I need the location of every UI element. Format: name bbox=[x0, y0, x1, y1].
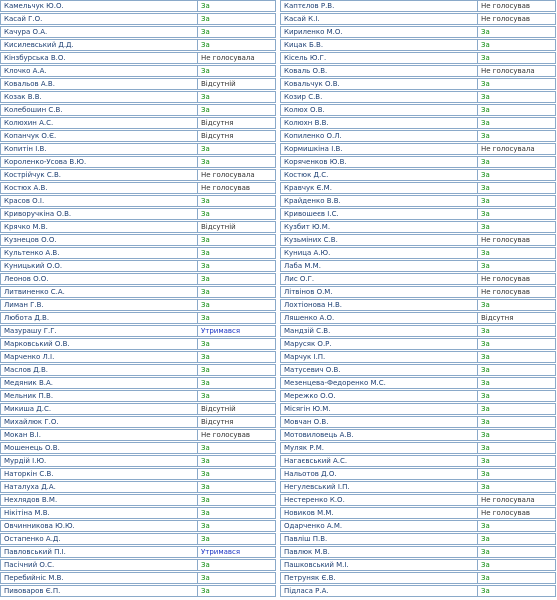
table-row bbox=[280, 195, 556, 207]
vote-result: Відсутній bbox=[201, 223, 236, 231]
vote-result: За bbox=[201, 2, 210, 10]
vote-result: За bbox=[201, 340, 210, 348]
deputy-name: Культенко А.В. bbox=[1, 248, 198, 258]
table-row bbox=[0, 559, 276, 571]
vote-result: За bbox=[481, 418, 490, 426]
table-row bbox=[280, 572, 556, 584]
vote-result: За bbox=[201, 93, 210, 101]
deputy-name: Кормишкіна І.В. bbox=[281, 144, 478, 154]
table-row bbox=[0, 377, 276, 389]
table-row bbox=[0, 260, 276, 272]
table-row bbox=[280, 468, 556, 480]
deputy-name: Любота Д.В. bbox=[1, 313, 198, 323]
vote-result: За bbox=[201, 392, 210, 400]
table-row bbox=[280, 247, 556, 259]
deputy-name: Новиков М.М. bbox=[281, 508, 478, 518]
deputy-name: Лаба М.М. bbox=[281, 261, 478, 271]
table-row bbox=[0, 0, 276, 12]
vote-result: Не голосувала bbox=[481, 145, 535, 153]
table-row bbox=[0, 52, 276, 64]
deputy-name: Коряченков Ю.В. bbox=[281, 157, 478, 167]
vote-result: За bbox=[201, 15, 210, 23]
deputy-name: Лиман Г.В. bbox=[1, 300, 198, 310]
deputy-name: Павлюк М.В. bbox=[281, 547, 478, 557]
deputy-name: Мельник П.В. bbox=[1, 391, 198, 401]
vote-result: Не голосувала bbox=[201, 171, 255, 179]
deputy-name: Наталуха Д.А. bbox=[1, 482, 198, 492]
table-row bbox=[0, 143, 276, 155]
deputy-name: Мезенцева-Федоренко М.С. bbox=[281, 378, 478, 388]
table-row bbox=[280, 52, 556, 64]
vote-result: За bbox=[481, 41, 490, 49]
table-row bbox=[280, 403, 556, 415]
table-row bbox=[280, 442, 556, 454]
table-row bbox=[0, 364, 276, 376]
deputy-name: Пивоваров Є.П. bbox=[1, 586, 198, 596]
table-row bbox=[0, 78, 276, 90]
vote-result: За bbox=[201, 535, 210, 543]
deputy-name: Кицак Б.В. bbox=[281, 40, 478, 50]
vote-result: Не голосувала bbox=[201, 54, 255, 62]
table-row bbox=[280, 494, 556, 506]
deputy-name: Короленко-Усова В.Ю. bbox=[1, 157, 198, 167]
vote-result: За bbox=[201, 561, 210, 569]
table-row bbox=[0, 572, 276, 584]
deputy-name: Маслов Д.В. bbox=[1, 365, 198, 375]
deputy-name: Кисилевський Д.Д. bbox=[1, 40, 198, 50]
deputy-name: Ковальов А.В. bbox=[1, 79, 198, 89]
vote-result: За bbox=[481, 80, 490, 88]
deputy-name: Кузнецов О.О. bbox=[1, 235, 198, 245]
deputy-name: Каптєлов Р.В. bbox=[281, 1, 478, 11]
deputy-name: Коваль О.В. bbox=[281, 66, 478, 76]
vote-result: За bbox=[201, 210, 210, 218]
table-row bbox=[0, 247, 276, 259]
table-row bbox=[0, 520, 276, 532]
table-row bbox=[280, 0, 556, 12]
table-row bbox=[0, 546, 276, 558]
deputy-name: Марченко Л.І. bbox=[1, 352, 198, 362]
vote-result: За bbox=[201, 483, 210, 491]
vote-result: За bbox=[481, 327, 490, 335]
table-row bbox=[280, 377, 556, 389]
table-row bbox=[0, 156, 276, 168]
vote-result: За bbox=[201, 444, 210, 452]
table-row bbox=[280, 286, 556, 298]
deputy-name: Литвиненко С.А. bbox=[1, 287, 198, 297]
deputy-name: Колюхин А.С. bbox=[1, 118, 198, 128]
table-row bbox=[0, 104, 276, 116]
vote-result: За bbox=[481, 353, 490, 361]
table-row bbox=[280, 182, 556, 194]
table-row bbox=[280, 26, 556, 38]
vote-result: За bbox=[481, 301, 490, 309]
table-row bbox=[280, 533, 556, 545]
vote-result: За bbox=[481, 119, 490, 127]
table-row bbox=[0, 195, 276, 207]
deputy-name: Кінзбурська В.О. bbox=[1, 53, 198, 63]
table-row bbox=[0, 286, 276, 298]
table-row bbox=[0, 403, 276, 415]
deputy-name: Перебийніс М.В. bbox=[1, 573, 198, 583]
right-column bbox=[280, 0, 556, 598]
table-row bbox=[280, 273, 556, 285]
vote-result: За bbox=[201, 288, 210, 296]
deputy-name: Копиленко О.Л. bbox=[281, 131, 478, 141]
table-row bbox=[0, 351, 276, 363]
vote-result: Не голосував bbox=[481, 2, 531, 10]
deputy-name: Нагаєвський А.С. bbox=[281, 456, 478, 466]
deputy-name: Нікітіна М.В. bbox=[1, 508, 198, 518]
vote-result: Не голосував bbox=[481, 288, 531, 296]
vote-result: За bbox=[201, 457, 210, 465]
vote-result: За bbox=[201, 197, 210, 205]
vote-result: За bbox=[481, 197, 490, 205]
table-row bbox=[0, 507, 276, 519]
deputy-name: Куница А.Ю. bbox=[281, 248, 478, 258]
vote-result: За bbox=[201, 236, 210, 244]
vote-result: За bbox=[481, 574, 490, 582]
deputy-name: Муляк Р.М. bbox=[281, 443, 478, 453]
deputy-name: Павліш П.В. bbox=[281, 534, 478, 544]
vote-result: Не голосував bbox=[481, 509, 531, 517]
deputy-name: Кириленко М.О. bbox=[281, 27, 478, 37]
table-row bbox=[0, 416, 276, 428]
vote-result: За bbox=[481, 444, 490, 452]
table-row bbox=[0, 39, 276, 51]
table-row bbox=[0, 299, 276, 311]
deputy-name: Крячко М.В. bbox=[1, 222, 198, 232]
table-row bbox=[0, 234, 276, 246]
table-row bbox=[0, 481, 276, 493]
table-row bbox=[0, 468, 276, 480]
vote-result: За bbox=[481, 132, 490, 140]
deputy-name: Мережко О.О. bbox=[281, 391, 478, 401]
deputy-name: Крайденко В.В. bbox=[281, 196, 478, 206]
table-row bbox=[0, 442, 276, 454]
deputy-name: Козак В.В. bbox=[1, 92, 198, 102]
table-row bbox=[280, 338, 556, 350]
vote-result: За bbox=[481, 483, 490, 491]
deputy-name: Красов О.І. bbox=[1, 196, 198, 206]
table-row bbox=[0, 455, 276, 467]
vote-result: За bbox=[481, 548, 490, 556]
table-row bbox=[280, 364, 556, 376]
vote-result: За bbox=[481, 210, 490, 218]
vote-result: За bbox=[481, 184, 490, 192]
deputy-name: Козир С.В. bbox=[281, 92, 478, 102]
vote-result: Не голосував bbox=[481, 236, 531, 244]
deputy-name: Колюх О.В. bbox=[281, 105, 478, 115]
deputy-name: Петруняк Є.В. bbox=[281, 573, 478, 583]
table-row bbox=[280, 78, 556, 90]
deputy-name: Леонов О.О. bbox=[1, 274, 198, 284]
deputy-name: Касай Г.О. bbox=[1, 14, 198, 24]
vote-result: За bbox=[201, 67, 210, 75]
left-column bbox=[0, 0, 276, 598]
vote-result: Утримався bbox=[201, 548, 241, 556]
vote-result: За bbox=[481, 54, 490, 62]
vote-result: За bbox=[201, 28, 210, 36]
vote-result: Відсутня bbox=[201, 418, 234, 426]
vote-result: За bbox=[481, 106, 490, 114]
deputy-name: Одарченко А.М. bbox=[281, 521, 478, 531]
table-row bbox=[280, 481, 556, 493]
vote-result: За bbox=[201, 106, 210, 114]
vote-result: За bbox=[481, 171, 490, 179]
deputy-name: Ковальчук О.В. bbox=[281, 79, 478, 89]
vote-result: Відсутня bbox=[481, 314, 514, 322]
vote-result: За bbox=[201, 509, 210, 517]
vote-result: За bbox=[201, 262, 210, 270]
deputy-name: Кривошеєв І.С. bbox=[281, 209, 478, 219]
table-row bbox=[280, 325, 556, 337]
table-row bbox=[280, 416, 556, 428]
vote-result: За bbox=[201, 314, 210, 322]
deputy-name: Мокан В.І. bbox=[1, 430, 198, 440]
deputy-name: Павловський П.І. bbox=[1, 547, 198, 557]
vote-result: За bbox=[481, 379, 490, 387]
table-row bbox=[280, 351, 556, 363]
deputy-name: Мурдій І.Ю. bbox=[1, 456, 198, 466]
vote-result: За bbox=[481, 457, 490, 465]
deputy-name: Качура О.А. bbox=[1, 27, 198, 37]
deputy-name: Кравчук Є.М. bbox=[281, 183, 478, 193]
vote-result: За bbox=[201, 366, 210, 374]
table-row bbox=[280, 39, 556, 51]
table-row bbox=[280, 221, 556, 233]
table-row bbox=[280, 507, 556, 519]
table-row bbox=[0, 182, 276, 194]
table-row bbox=[280, 169, 556, 181]
table-row bbox=[0, 169, 276, 181]
vote-result: Відсутній bbox=[201, 405, 236, 413]
deputy-name: Колебошин С.В. bbox=[1, 105, 198, 115]
vote-result: За bbox=[201, 158, 210, 166]
deputy-name: Медяник В.А. bbox=[1, 378, 198, 388]
deputy-name: Микиша Д.С. bbox=[1, 404, 198, 414]
vote-result: Відсутній bbox=[201, 80, 236, 88]
vote-result: Не голосував bbox=[481, 275, 531, 283]
vote-result: Не голосував bbox=[201, 184, 251, 192]
deputy-name: Ляшенко А.О. bbox=[281, 313, 478, 323]
vote-result: За bbox=[481, 431, 490, 439]
vote-result: За bbox=[481, 223, 490, 231]
vote-result: За bbox=[201, 574, 210, 582]
table-row bbox=[280, 208, 556, 220]
deputy-name: Пашковський М.І. bbox=[281, 560, 478, 570]
table-row bbox=[280, 520, 556, 532]
table-row bbox=[280, 117, 556, 129]
table-row bbox=[280, 585, 556, 597]
table-row bbox=[0, 130, 276, 142]
vote-result: За bbox=[481, 535, 490, 543]
deputy-name: Касай К.І. bbox=[281, 14, 478, 24]
deputy-name: Пасічний О.С. bbox=[1, 560, 198, 570]
vote-result: Відсутня bbox=[201, 119, 234, 127]
deputy-name: Наторкін С.В. bbox=[1, 469, 198, 479]
table-row bbox=[0, 273, 276, 285]
table-row bbox=[280, 390, 556, 402]
vote-result: За bbox=[481, 522, 490, 530]
vote-result: За bbox=[201, 496, 210, 504]
vote-result: Не голосував bbox=[481, 15, 531, 23]
vote-result: За bbox=[481, 93, 490, 101]
vote-result: За bbox=[481, 405, 490, 413]
deputy-name: Марковський О.В. bbox=[1, 339, 198, 349]
table-row bbox=[280, 13, 556, 25]
table-row bbox=[0, 325, 276, 337]
table-row bbox=[280, 260, 556, 272]
vote-result: За bbox=[481, 366, 490, 374]
deputy-name: Марчук І.П. bbox=[281, 352, 478, 362]
table-row bbox=[0, 585, 276, 597]
deputy-name: Костюк Д.С. bbox=[281, 170, 478, 180]
table-row bbox=[280, 455, 556, 467]
deputy-name: Копитін І.В. bbox=[1, 144, 198, 154]
deputy-name: Нестеренко К.О. bbox=[281, 495, 478, 505]
vote-result: Не голосувала bbox=[481, 67, 535, 75]
table-row bbox=[0, 494, 276, 506]
deputy-name: Мовчан О.В. bbox=[281, 417, 478, 427]
deputy-name: Лохтіонова Н.В. bbox=[281, 300, 478, 310]
vote-result: За bbox=[481, 262, 490, 270]
deputy-name: Марусяк О.Р. bbox=[281, 339, 478, 349]
table-row bbox=[0, 91, 276, 103]
table-row bbox=[0, 221, 276, 233]
table-row bbox=[0, 429, 276, 441]
table-row bbox=[280, 429, 556, 441]
deputy-name: Кузбит Ю.М. bbox=[281, 222, 478, 232]
vote-result: За bbox=[481, 158, 490, 166]
vote-result: За bbox=[481, 470, 490, 478]
deputy-name: Остапенко А.Д. bbox=[1, 534, 198, 544]
deputy-name: Клочко А.А. bbox=[1, 66, 198, 76]
deputy-name: Негулевський І.П. bbox=[281, 482, 478, 492]
table-row bbox=[280, 559, 556, 571]
table-row bbox=[0, 533, 276, 545]
table-row bbox=[0, 312, 276, 324]
table-row bbox=[280, 234, 556, 246]
table-row bbox=[280, 156, 556, 168]
deputy-name: Нальотов Д.О. bbox=[281, 469, 478, 479]
deputy-name: Михайлюк Г.О. bbox=[1, 417, 198, 427]
vote-result: За bbox=[201, 275, 210, 283]
table-row bbox=[0, 117, 276, 129]
deputy-name: Криворучкіна О.В. bbox=[1, 209, 198, 219]
vote-result: За bbox=[481, 28, 490, 36]
deputy-name: Мотовиловець А.В. bbox=[281, 430, 478, 440]
vote-result: За bbox=[201, 522, 210, 530]
deputy-name: Камельчук Ю.О. bbox=[1, 1, 198, 11]
vote-result: За bbox=[481, 340, 490, 348]
table-row bbox=[280, 546, 556, 558]
vote-result: За bbox=[201, 379, 210, 387]
table-row bbox=[280, 312, 556, 324]
table-row bbox=[280, 91, 556, 103]
table-row bbox=[0, 338, 276, 350]
deputy-name: Мошенець О.В. bbox=[1, 443, 198, 453]
table-row bbox=[280, 143, 556, 155]
vote-result: За bbox=[481, 392, 490, 400]
vote-result: За bbox=[201, 587, 210, 595]
deputy-name: Лис О.Г. bbox=[281, 274, 478, 284]
vote-result: Утримався bbox=[201, 327, 241, 335]
table-row bbox=[0, 208, 276, 220]
deputy-name: Місягін Ю.М. bbox=[281, 404, 478, 414]
vote-result: За bbox=[201, 470, 210, 478]
deputy-name: Кострійчук С.В. bbox=[1, 170, 198, 180]
vote-result: За bbox=[201, 41, 210, 49]
vote-result: За bbox=[201, 249, 210, 257]
deputy-name: Овчинникова Ю.Ю. bbox=[1, 521, 198, 531]
deputy-name: Куницький О.О. bbox=[1, 261, 198, 271]
deputy-name: Підласа Р.А. bbox=[281, 586, 478, 596]
table-row bbox=[280, 65, 556, 77]
vote-result: За bbox=[481, 249, 490, 257]
vote-result: За bbox=[481, 587, 490, 595]
deputy-name: Літвінов О.М. bbox=[281, 287, 478, 297]
table-row bbox=[280, 130, 556, 142]
table-row bbox=[0, 65, 276, 77]
vote-result: За bbox=[201, 145, 210, 153]
deputy-name: Кісель Ю.Г. bbox=[281, 53, 478, 63]
table-row bbox=[0, 390, 276, 402]
deputy-name: Копанчук О.Є. bbox=[1, 131, 198, 141]
deputy-name: Мандзій С.В. bbox=[281, 326, 478, 336]
deputy-name: Нехлядов В.М. bbox=[1, 495, 198, 505]
deputy-name: Кузьміних С.В. bbox=[281, 235, 478, 245]
table-row bbox=[0, 26, 276, 38]
vote-result: Не голосував bbox=[201, 431, 251, 439]
deputy-name: Мазурашу Г.Г. bbox=[1, 326, 198, 336]
deputy-name: Колюхн В.В. bbox=[281, 118, 478, 128]
table-row bbox=[0, 13, 276, 25]
deputy-name: Матусевич О.В. bbox=[281, 365, 478, 375]
deputy-name: Костюх А.В. bbox=[1, 183, 198, 193]
table-row bbox=[280, 299, 556, 311]
vote-result: За bbox=[201, 301, 210, 309]
vote-result: Відсутня bbox=[201, 132, 234, 140]
vote-result: За bbox=[481, 561, 490, 569]
vote-result: Не голосувала bbox=[481, 496, 535, 504]
vote-result: За bbox=[201, 353, 210, 361]
table-row bbox=[280, 104, 556, 116]
